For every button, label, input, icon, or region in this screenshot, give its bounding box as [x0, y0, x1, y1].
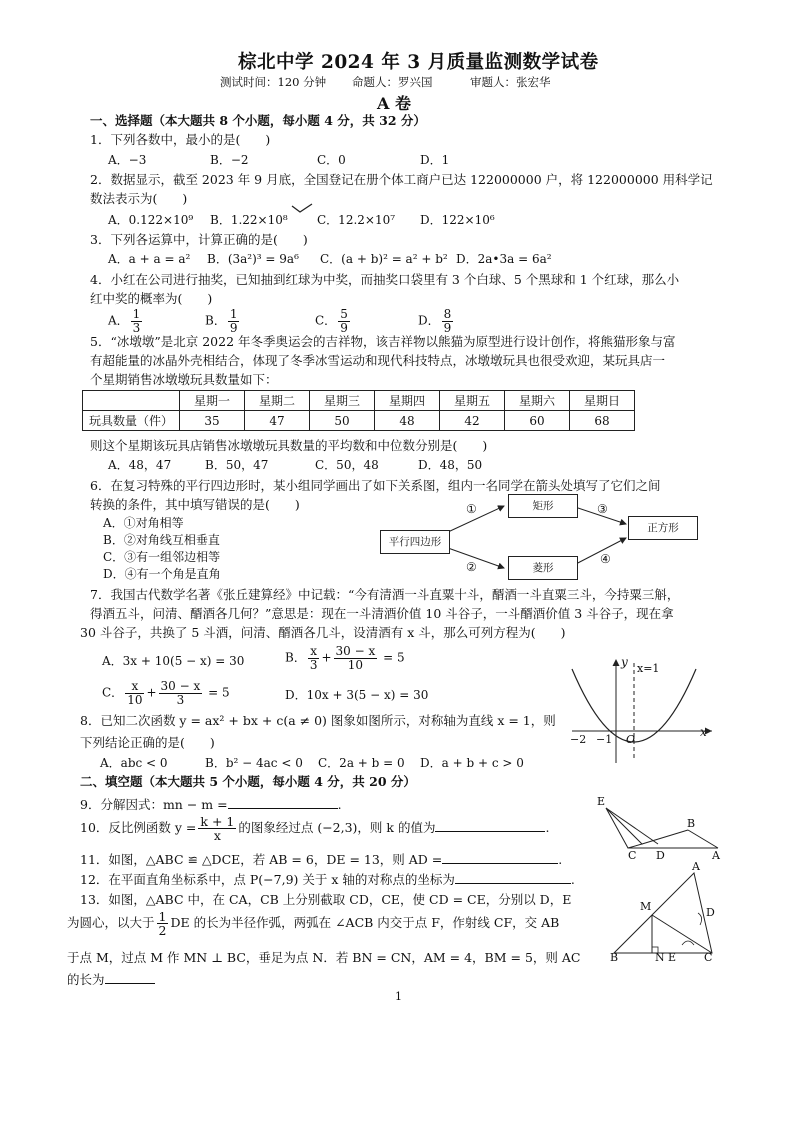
- q13-stem-line1: 13．如图，△ABC 中，在 CA，CB 上分别截取 CD，CE，使 CD = CE，分别以 D，E: [80, 892, 572, 907]
- table-header-cell: 星期日: [570, 391, 635, 411]
- q4-c-num: 5: [340, 307, 348, 321]
- q7-b-f1-den: 3: [309, 657, 318, 672]
- q7-b-label: B．: [285, 650, 306, 665]
- q10-num: k + 1: [200, 814, 235, 829]
- fig11-label-E: E: [597, 795, 606, 808]
- q7-b-f2-num: 30 − x: [335, 644, 376, 658]
- q2-stem-line1: 2．数据显示，截至 2023 年 9 月底，全国登记在册个体工商户已达 122000000 户，将 122000000 用科学记: [90, 172, 713, 187]
- q7-stem-line2: 得酒五斗，问清、醑酒各几何？”意思是：现在一斗清酒价值 10 斗谷子，一斗醑酒价值 3 斗谷子，现在拿: [90, 606, 674, 621]
- q1-option-c: C．0: [317, 153, 346, 167]
- q10-den: x: [213, 828, 221, 844]
- q2-option-c: C．12.2×10⁷: [317, 213, 396, 227]
- q5-sales-table: [82, 390, 635, 431]
- table-header-cell: 星期二: [245, 391, 310, 411]
- node-rectangle: 矩形: [508, 494, 578, 518]
- node-parallelogram: 平行四边形: [380, 530, 450, 554]
- q7-stem-line3: 30 斗谷子，共换了 5 斗酒，问清、醑酒各几斗，设清酒有 x 斗，那么可列方程为( ): [80, 625, 566, 640]
- q5-stem-line2: 有超能量的冰晶外壳相结合，体现了冬季冰雪运动和现代科技特点，冰墩墩玩具也很受欢迎，某玩具店一: [90, 353, 666, 368]
- q8-option-d: D．a + b + c > 0: [420, 756, 524, 770]
- table-header-cell: 星期四: [375, 391, 440, 411]
- q5-stem-line3: 个星期销售冰墩墩玩具数量如下：: [90, 372, 278, 387]
- fig11-label-B: B: [687, 817, 696, 830]
- q8-stem-line1: 8．已知二次函数 y = ax² + bx + c(a ≠ 0) 图象如图所示，对称轴为直线 x = 1，则: [80, 713, 556, 728]
- arrow-label-4: ④: [600, 552, 611, 566]
- arrow-label-2: ②: [466, 560, 477, 574]
- q4-option-a: [108, 308, 144, 334]
- q4-d-label: D．: [418, 313, 440, 328]
- table-cell: 35: [180, 411, 245, 431]
- q9-stem: [80, 797, 342, 812]
- q8-stem-line2: 下列结论正确的是( ): [80, 735, 215, 750]
- fig11-label-A: A: [712, 849, 720, 862]
- table-cell: 42: [440, 411, 505, 431]
- fig13-label-B: B: [610, 951, 619, 964]
- q4-a-fraction: [131, 308, 143, 334]
- table-header-cell: [83, 391, 180, 411]
- fig13-label-N: N: [655, 951, 665, 964]
- q13-answer-blank[interactable]: [105, 983, 155, 984]
- q4-option-b: [205, 308, 241, 334]
- graph-origin: O: [626, 733, 636, 746]
- section-fill-title: 二、填空题（本大题共 5 个小题，每小题 4 分，共 20 分）: [80, 774, 416, 789]
- q4-d-den: 9: [443, 320, 452, 335]
- table-header-cell: 星期六: [505, 391, 570, 411]
- q7-c-plus: +: [146, 685, 157, 700]
- table-header-row: [83, 391, 635, 411]
- fig13-label-E: E: [668, 951, 677, 964]
- q3-option-a: A．a + a = a²: [108, 252, 191, 266]
- q3-option-c: C．(a + b)² = a² + b²: [320, 252, 448, 266]
- q5-option-a: A．48，47: [108, 458, 172, 472]
- table-cell: 48: [375, 411, 440, 431]
- q4-b-fraction: [228, 308, 240, 334]
- q7-b-f2-den: 10: [347, 657, 364, 672]
- q13-stem-line2: [67, 910, 559, 937]
- table-cell: 68: [570, 411, 635, 431]
- q4-c-fraction: [338, 308, 350, 334]
- q10-end: .: [545, 820, 550, 836]
- graph-tick-neg2: −2: [570, 733, 587, 746]
- q13-half-den: 2: [158, 923, 167, 939]
- q5-option-d: D．48，50: [418, 458, 483, 472]
- graph-y-label: y: [621, 655, 628, 669]
- q9-end: .: [337, 797, 342, 812]
- arrow-label-1: ①: [466, 502, 477, 516]
- q12-stem: [80, 872, 575, 887]
- q7-option-d: D．10x + 3(5 − x) = 30: [285, 688, 429, 702]
- q11-text: 11．如图，△ABC ≌ △DCE，若 AB = 6，DE = 13，则 AD =: [80, 852, 443, 867]
- table-cell: 60: [505, 411, 570, 431]
- q1-stem: 1．下列各数中，最小的是( ): [90, 132, 271, 147]
- q11-stem: [80, 852, 562, 867]
- q8-option-b: B．b² − 4ac < 0: [205, 756, 303, 770]
- q8-option-a: A．abc < 0: [100, 756, 168, 770]
- q7-b-frac1: [308, 645, 320, 671]
- q7-b-plus: +: [321, 650, 332, 665]
- graph-x-label: x: [700, 725, 707, 739]
- node-rhombus: 菱形: [508, 556, 578, 580]
- exam-title: 棕北中学 2024 年 3 月质量监测数学试卷: [238, 52, 599, 73]
- q10-answer-blank[interactable]: [435, 831, 545, 832]
- table-cell: 玩具数量（件）: [83, 411, 180, 431]
- q7-c-frac1: [125, 680, 144, 706]
- q12-end: .: [570, 872, 575, 887]
- q4-d-num: 8: [443, 307, 452, 321]
- q4-b-label: B．: [205, 313, 226, 328]
- arrow-label-3: ③: [597, 502, 608, 516]
- q13-stem-line4: [67, 972, 155, 987]
- q4-stem-line2: 红中奖的概率为( ): [90, 291, 213, 306]
- q6-option-c: C．③有一组邻边相等: [103, 550, 221, 564]
- q10-fraction: [198, 815, 236, 842]
- author: 命题人：罗兴国: [352, 75, 433, 89]
- test-time: 测试时间：120 分钟: [220, 75, 327, 89]
- q9-text: 9．分解因式：mn − m =: [80, 797, 228, 812]
- q4-option-c: [315, 308, 352, 334]
- fig13-label-A: A: [692, 860, 700, 873]
- paper-part-label: A 卷: [377, 94, 411, 113]
- q6-stem-line1: 6．在复习特殊的平行四边形时，某小组同学画出了如下关系图，组内一名同学在箭头处填写了它们之间: [90, 478, 661, 493]
- fig11-label-C: C: [628, 849, 637, 862]
- q7-b-rhs: = 5: [383, 650, 405, 665]
- q6-stem-line2: 转换的条件，其中填写错误的是( ): [90, 497, 300, 512]
- pen-check-mark: [290, 202, 314, 214]
- q2-option-a: A．0.122×10⁹: [108, 213, 194, 227]
- q5-question: 则这个星期该玩具店销售冰墩墩玩具数量的平均数和中位数分别是( ): [90, 438, 488, 453]
- q7-option-c: [102, 680, 230, 706]
- table-header-cell: 星期三: [310, 391, 375, 411]
- q12-answer-blank[interactable]: [455, 883, 571, 884]
- q10-stem: [80, 815, 549, 842]
- q13-half-num: 1: [158, 909, 167, 924]
- q4-option-d: [418, 308, 455, 334]
- q13-half-fraction: [157, 910, 169, 937]
- q10-post: 的图象经过点 (−2,3)，则 k 的值为: [238, 820, 436, 836]
- reviewer: 审题人：张宏华: [470, 75, 551, 89]
- q6-option-b: B．②对角线互相垂直: [103, 533, 220, 547]
- q5-option-b: B．50，47: [205, 458, 269, 472]
- table-cell: 50: [310, 411, 375, 431]
- q7-b-frac2: [334, 645, 378, 671]
- q4-stem-line1: 4．小红在公司进行抽奖，已知抽到红球为中奖，而抽奖口袋里有 3 个白球、5 个黑球和 1 个红球，那么小: [90, 272, 680, 287]
- graph-tick-neg1: −1: [596, 733, 613, 746]
- table-row: [83, 411, 635, 431]
- q7-c-frac2: [159, 680, 203, 706]
- q11-end: .: [558, 852, 563, 867]
- q5-stem-line1: 5．“冰墩墩”是北京 2022 年冬季奥运会的吉祥物，该吉祥物以熊猫为原型进行设计创作，将熊猫形象与富: [90, 334, 676, 349]
- q11-answer-blank[interactable]: [442, 863, 558, 864]
- q4-a-den: 3: [132, 320, 141, 335]
- table-header-cell: 星期一: [180, 391, 245, 411]
- q11-triangles-figure: [598, 800, 728, 852]
- q4-b-num: 1: [229, 307, 238, 321]
- q8-option-c: C．2a + b = 0: [318, 756, 405, 770]
- q13-l2-pre: 为圆心，以大于: [67, 915, 155, 931]
- table-header-cell: 星期五: [440, 391, 505, 411]
- q1-option-a: A．−3: [108, 153, 147, 167]
- q6-option-a: A．①对角相等: [103, 516, 184, 530]
- q2-option-b: B．1.22×10⁸: [210, 213, 288, 227]
- fig13-label-D: D: [706, 906, 715, 919]
- q6-option-d: D．④有一个角是直角: [103, 567, 221, 581]
- fig11-label-D: D: [656, 849, 665, 862]
- q7-option-b: [285, 645, 405, 671]
- q2-option-d: D．122×10⁶: [420, 213, 495, 227]
- q7-c-f1-num: x: [125, 680, 144, 694]
- q12-text: 12．在平面直角坐标系中，点 P(−7,9) 关于 x 轴的对称点的坐标为: [80, 872, 455, 887]
- page-number: 1: [395, 990, 402, 1003]
- graph-axis-label: x=1: [637, 662, 660, 675]
- q4-c-label: C．: [315, 313, 337, 328]
- q4-a-num: 1: [132, 307, 141, 321]
- q7-c-f2-num: 30 − x: [160, 679, 201, 693]
- q13-l2-post: DE 的长为半径作弧，两弧在 ∠ACB 内交于点 F，作射线 CF，交 AB: [170, 915, 560, 931]
- q3-option-b: B．(3a²)³ = 9a⁶: [207, 252, 299, 266]
- q1-option-b: B．−2: [210, 153, 249, 167]
- section-choice-title: 一、选择题（本大题共 8 个小题，每小题 4 分，共 32 分）: [90, 113, 426, 128]
- q1-option-d: D．1: [420, 153, 450, 167]
- q10-pre: 10．反比例函数 y =: [80, 820, 197, 836]
- q7-c-label: C．: [102, 685, 124, 700]
- q7-b-f1-num: x: [308, 645, 320, 659]
- table-cell: 47: [245, 411, 310, 431]
- q4-d-fraction: [442, 308, 454, 334]
- q13-stem-line3: 于点 M，过点 M 作 MN ⊥ BC，垂足为点 N．若 BN = CN，AM = 4，BM = 5，则 AC: [67, 950, 581, 965]
- q5-option-c: C．50，48: [315, 458, 379, 472]
- q7-c-f2-den: 3: [176, 692, 185, 707]
- q4-a-label: A．: [108, 313, 129, 328]
- q4-b-den: 9: [229, 320, 238, 335]
- q4-c-den: 9: [340, 320, 348, 335]
- q3-stem: 3．下列各运算中，计算正确的是( ): [90, 232, 308, 247]
- fig13-label-M: M: [640, 900, 652, 913]
- q13-l4-text: 的长为: [67, 972, 105, 987]
- q7-c-f1-den: 10: [127, 692, 143, 707]
- node-square: 正方形: [628, 516, 698, 540]
- q7-stem-line1: 7．我国古代数学名著《张丘建算经》中记载：“今有清酒一斗直粟十斗，醑酒一斗直粟三斗，今持粟三斛，: [90, 587, 680, 602]
- q2-stem-line2: 数法表示为( ): [90, 191, 188, 206]
- q9-answer-blank[interactable]: [228, 808, 338, 809]
- fig13-label-C: C: [704, 951, 713, 964]
- q3-option-d: D．2a•3a = 6a²: [456, 252, 552, 266]
- q7-c-rhs: = 5: [208, 685, 230, 700]
- q7-option-a: A．3x + 10(5 − x) = 30: [102, 654, 245, 668]
